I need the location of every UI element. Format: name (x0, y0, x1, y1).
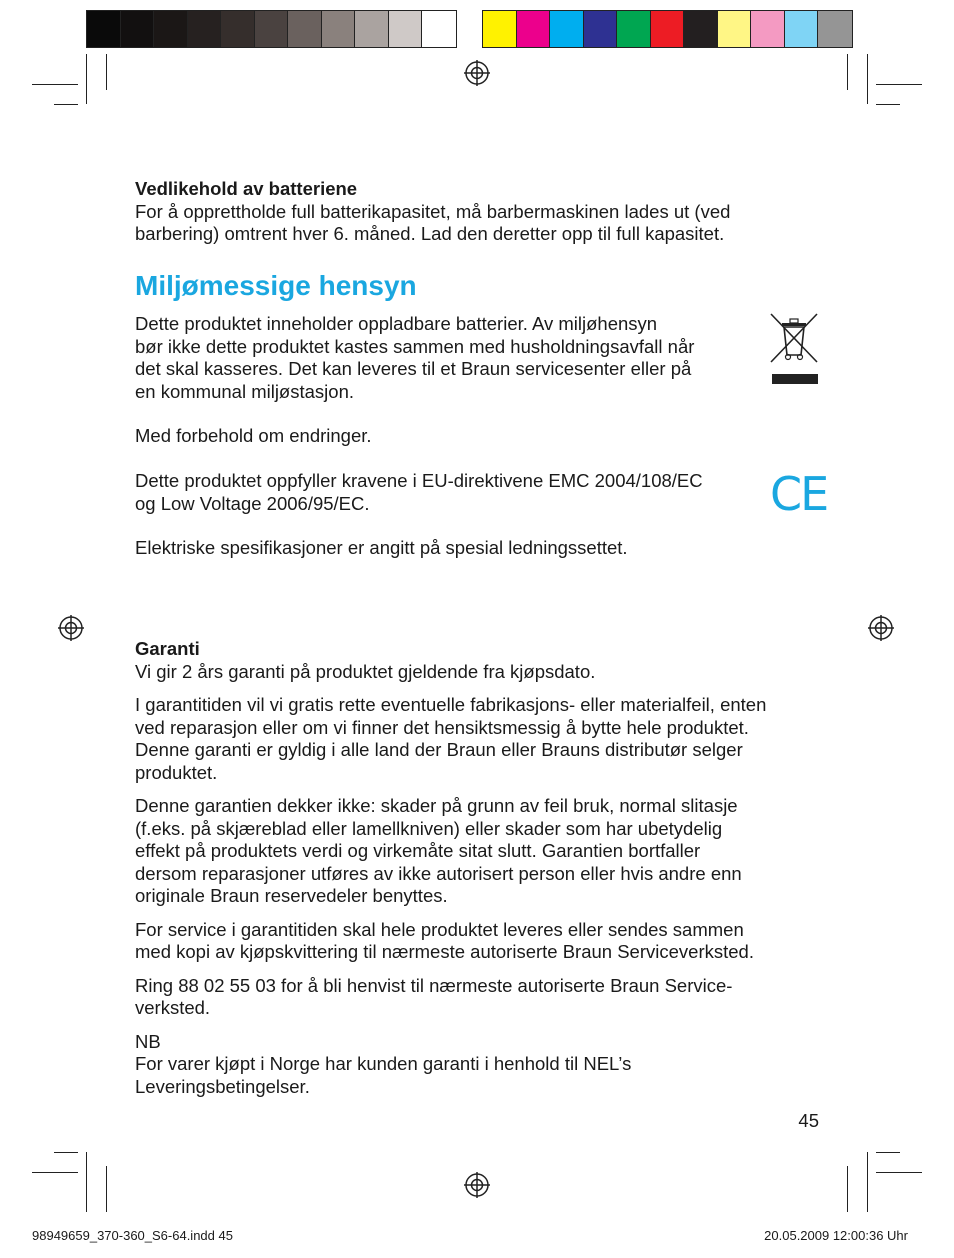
process-color-swatch (651, 11, 685, 47)
gray-swatch (188, 11, 222, 47)
changes-note: Med forbehold om endringer. (135, 425, 372, 446)
gray-swatch (154, 11, 188, 47)
crop-mark-icon (106, 54, 107, 90)
environment-section (135, 313, 755, 403)
battery-heading: Vedlikehold av batteriene (135, 178, 358, 199)
warranty-paragraph-4: Ring 88 02 55 03 for å bli henvist til nærmeste autoriserte Braun Service- verksted. (135, 974, 733, 1018)
registration-mark-icon (464, 60, 490, 86)
battery-body: For å opprettholde full batterikapasitet, må barbermaskinen lades ut (ved barbering) omtrent hver 6. måned. Lad den deretter opp til full kapasitet. (135, 200, 731, 244)
crop-mark-icon (867, 54, 868, 104)
process-color-swatch (617, 11, 651, 47)
warranty-paragraph-3: For service i garantitiden skal hele produktet leveres eller sendes sammen med kopi av kjøpskvittering til nærmeste autoriserte Braun Serviceverksted. (135, 918, 754, 962)
process-color-swatch (517, 11, 551, 47)
ce-mark-icon (770, 468, 827, 520)
registration-mark-icon (868, 615, 894, 641)
registration-mark-icon (58, 615, 84, 641)
crop-mark-icon (847, 54, 848, 90)
crop-mark-icon (867, 1152, 868, 1212)
process-color-swatch (684, 11, 718, 47)
gray-swatch (322, 11, 356, 47)
gray-swatch (221, 11, 255, 47)
battery-section (135, 178, 835, 246)
crop-mark-icon (86, 54, 87, 104)
crop-mark-icon (86, 1152, 87, 1212)
crop-mark-icon (876, 1172, 922, 1173)
gray-swatch (389, 11, 423, 47)
warranty-paragraph-1: I garantitiden vil vi gratis rette eventuelle fabrikasjons- eller materialfeil, enten ved reparasjon eller om vi finner det hensiktsmessig å bytte hele produktet. Denne garanti er gyldig i alle land der Braun eller Brauns distributør selger produktet. (135, 694, 767, 783)
gray-swatch (288, 11, 322, 47)
crop-mark-icon (847, 1166, 848, 1212)
page-number: 45 (798, 1110, 819, 1131)
process-color-swatch (785, 11, 819, 47)
slug-timestamp: 20.05.2009 12:00:36 Uhr (764, 1228, 908, 1243)
warranty-nb-body: For varer kjøpt i Norge har kunden garanti i henhold til NEL’s Leveringsbetingelser. (135, 1053, 632, 1097)
electrical-note: Elektriske spesifikasjoner er angitt på spesial ledningssettet. (135, 537, 628, 558)
gray-swatch (255, 11, 289, 47)
ce-section (135, 470, 765, 515)
process-color-swatch (483, 11, 517, 47)
crop-mark-icon (876, 104, 900, 105)
slug-file: 98949659_370-360_S6-64.indd 45 (32, 1228, 233, 1243)
crop-mark-icon (54, 1152, 78, 1153)
crop-mark-icon (54, 104, 78, 105)
environment-body: Dette produktet inneholder oppladbare batterier. Av miljøhensyn bør ikke dette produktet kastes sammen med husholdningsavfall når det skal kasseres. Det kan leveres til et Braun servicesenter eller på en kommunal miljøstasjon. (135, 313, 695, 402)
crop-mark-icon (876, 1152, 900, 1153)
gray-swatch (87, 11, 121, 47)
crop-mark-icon (32, 84, 78, 85)
gray-color-bar (86, 10, 457, 48)
gray-swatch (121, 11, 155, 47)
warranty-nb-label: NB (135, 1030, 161, 1052)
process-color-bar (482, 10, 853, 48)
ce-body: Dette produktet oppfyller kravene i EU-direktivene EMC 2004/108/EC og Low Voltage 2006/95/EC. (135, 470, 703, 514)
warranty-section (135, 638, 835, 1098)
ce-mark-text: CE (770, 467, 828, 521)
environment-heading: Miljømessige hensyn (135, 270, 417, 301)
warranty-heading: Garanti (135, 638, 200, 659)
crop-mark-icon (876, 84, 922, 85)
weee-bin-icon (768, 312, 820, 386)
gray-swatch (355, 11, 389, 47)
registration-mark-icon (464, 1172, 490, 1198)
process-color-swatch (550, 11, 584, 47)
warranty-intro: Vi gir 2 års garanti på produktet gjeldende fra kjøpsdato. (135, 660, 596, 682)
process-color-swatch (584, 11, 618, 47)
crop-mark-icon (32, 1172, 78, 1173)
process-color-swatch (751, 11, 785, 47)
warranty-paragraph-2: Denne garantien dekker ikke: skader på grunn av feil bruk, normal slitasje (f.eks. på skjæreblad eller lamellkniven) eller skader som har ubetydelig effekt på produktets verdi og virkemåte sitat slutt. Garantien bortfaller dersom reparasjoner utføres av ikke autorisert person eller hvis andre enn originale Braun reservedeler benyttes. (135, 795, 742, 906)
process-color-swatch (818, 11, 852, 47)
crop-mark-icon (106, 1166, 107, 1212)
gray-swatch (422, 11, 456, 47)
process-color-swatch (718, 11, 752, 47)
